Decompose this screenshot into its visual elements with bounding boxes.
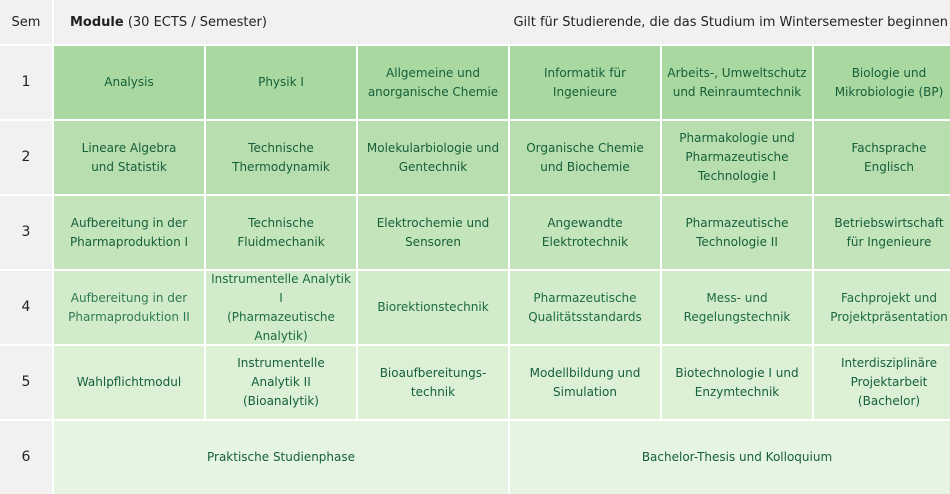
module-label: Elektrochemie und Sensoren — [376, 215, 490, 249]
module-label: Betriebswirtschaft für Ingenieure — [834, 215, 944, 249]
module-label: Pharmazeutische Qualitätsstandards — [528, 290, 642, 324]
module-label: Praktische Studienphase — [206, 450, 356, 464]
module-cell — [54, 346, 204, 419]
module-cell — [54, 196, 204, 269]
module-cell — [814, 46, 950, 119]
module-cell — [206, 46, 356, 119]
module-cell-wide — [510, 421, 950, 494]
module-header-bold: Module — [70, 14, 124, 30]
module-label: Modellbildung und Simulation — [529, 365, 641, 399]
sem-number-label: 3 — [21, 224, 31, 240]
module-cell — [206, 196, 356, 269]
module-cell — [358, 196, 508, 269]
module-cell — [662, 121, 812, 194]
module-label: Molekularbiologie und Gentechnik — [366, 140, 500, 174]
sem-number-label: 5 — [21, 374, 31, 390]
module-cell — [54, 46, 204, 119]
module-cell — [206, 271, 356, 344]
sem-number — [0, 346, 52, 419]
sem-number — [0, 121, 52, 194]
module-cell — [206, 121, 356, 194]
module-label: Organische Chemie und Biochemie — [526, 140, 644, 174]
sem-number — [0, 421, 52, 494]
module-header — [70, 13, 267, 32]
module-cell — [358, 121, 508, 194]
sem-header — [0, 0, 52, 44]
sem-number — [0, 271, 52, 344]
module-cell — [358, 46, 508, 119]
module-cell — [510, 46, 660, 119]
sem-number-label: 6 — [21, 449, 31, 465]
module-cell — [662, 196, 812, 269]
module-cell — [510, 346, 660, 419]
module-label: Mess- und Regelungstechnik — [683, 290, 791, 324]
module-label: Lineare Algebra und Statistik — [81, 140, 177, 174]
module-label: Interdisziplinäre Projektarbeit (Bachelor) — [840, 356, 938, 408]
module-cell-wide — [54, 421, 508, 494]
module-label: Fachsprache Englisch — [851, 140, 927, 174]
module-cell — [54, 271, 204, 344]
sem-number-label: 1 — [21, 74, 31, 90]
module-label: Arbeits-, Umweltschutz und Reinraumtechnik — [667, 65, 807, 99]
module-cell — [358, 346, 508, 419]
module-label: Analysis — [104, 75, 154, 89]
module-label: Angewandte Elektrotechnik — [541, 215, 629, 249]
header-note: Gilt für Studierende, die das Studium im Wintersemester beginnen — [513, 14, 948, 30]
module-label: Biotechnologie I und Enzymtechnik — [675, 365, 799, 399]
module-label: Bioaufbereitungs- technik — [379, 365, 487, 399]
module-label: Fachprojekt und Projektpräsentation — [830, 290, 948, 324]
module-label: Informatik für Ingenieure — [543, 65, 627, 99]
module-label: Biologie und Mikrobiologie (BP) — [834, 65, 944, 99]
module-label: Wahlpflichtmodul — [76, 375, 182, 389]
module-cell — [206, 346, 356, 419]
module-cell — [510, 196, 660, 269]
module-label: Pharmakologie und Pharmazeutische Technologie I — [679, 131, 795, 183]
module-cell — [358, 271, 508, 344]
module-cell — [510, 271, 660, 344]
module-cell — [662, 346, 812, 419]
module-cell — [510, 121, 660, 194]
module-header-rest: (30 ECTS / Semester) — [123, 14, 267, 30]
module-label: Instrumentelle Analytik I (Pharmazeutische Analytik) — [211, 271, 351, 343]
module-cell — [54, 121, 204, 194]
module-cell — [814, 121, 950, 194]
module-label: Allgemeine und anorganische Chemie — [367, 65, 499, 99]
module-label: Biorektionstechnik — [377, 300, 489, 314]
module-label: Technische Fluidmechanik — [237, 215, 325, 249]
module-label: Technische Thermodynamik — [232, 140, 330, 174]
module-label: Physik I — [258, 75, 304, 89]
sem-header-label: Sem — [11, 14, 41, 30]
sem-number-label: 4 — [21, 299, 31, 315]
module-cell — [662, 271, 812, 344]
module-label: Bachelor-Thesis und Kolloquium — [641, 450, 833, 464]
module-cell — [814, 196, 950, 269]
module-label: Pharmazeutische Technologie II — [685, 215, 789, 249]
sem-number — [0, 196, 52, 269]
sem-number — [0, 46, 52, 119]
module-label: Instrumentelle Analytik II (Bioanalytik) — [237, 356, 325, 408]
module-cell — [814, 346, 950, 419]
sem-number-label: 2 — [21, 149, 31, 165]
module-cell — [662, 46, 812, 119]
table-header — [54, 0, 950, 44]
module-label: Aufbereitung in der Pharmaproduktion I — [69, 215, 189, 249]
module-cell — [814, 271, 950, 344]
module-label: Aufbereitung in der Pharmaproduktion II — [68, 290, 190, 324]
